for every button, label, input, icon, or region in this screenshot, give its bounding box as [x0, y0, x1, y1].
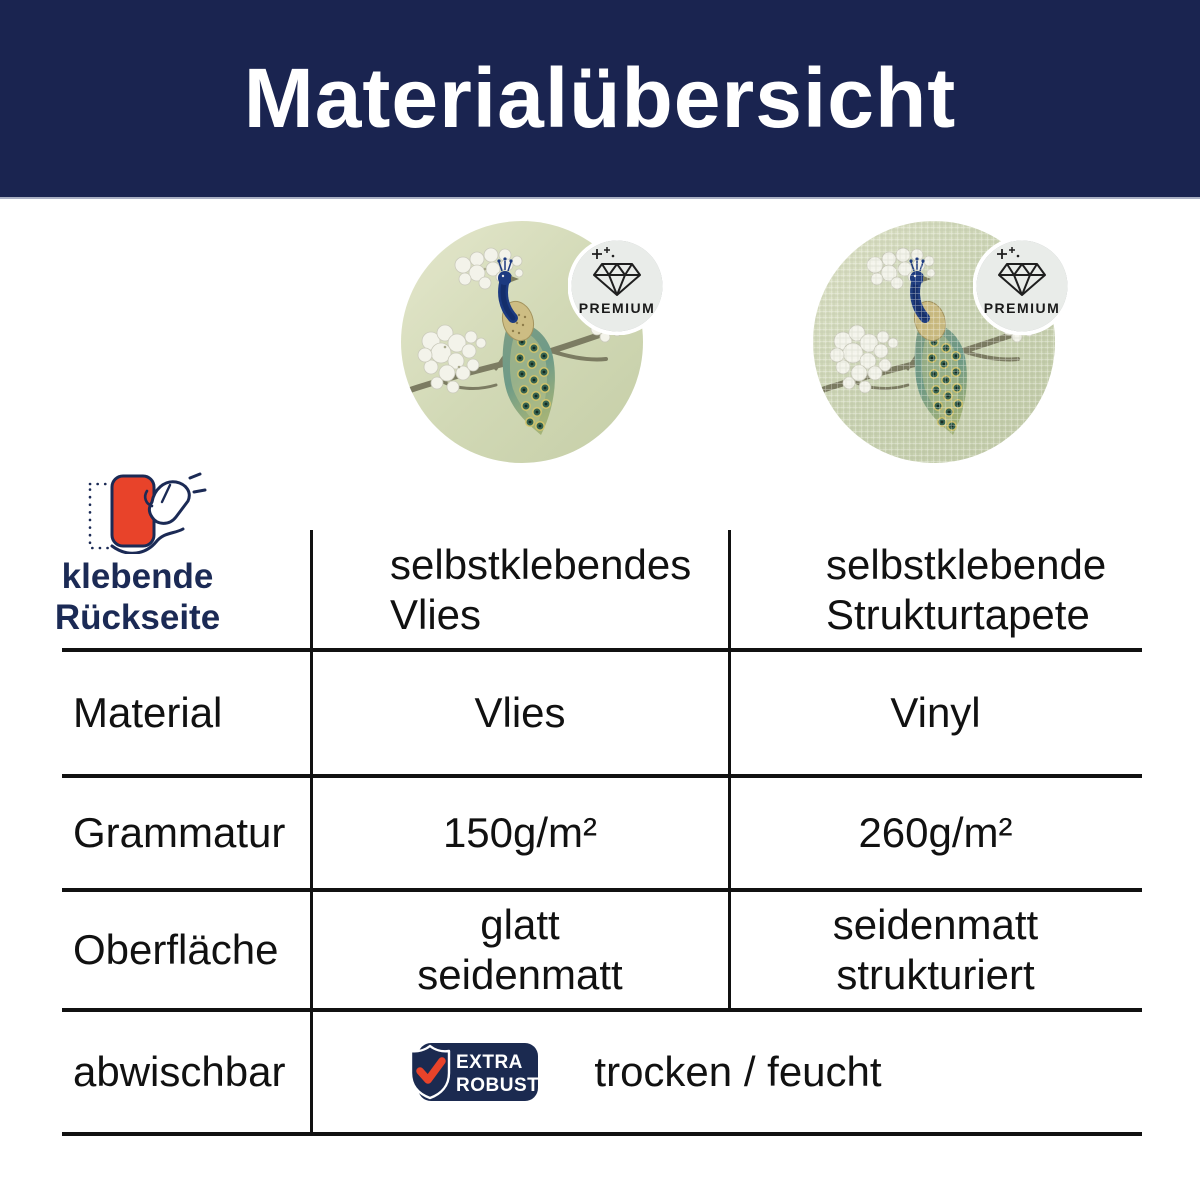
premium-badge — [973, 237, 1071, 335]
table-divider — [62, 648, 1142, 652]
diamond-icon — [973, 237, 1071, 335]
premium-badge-label: PREMIUM — [578, 300, 656, 316]
abwischbar-value: trocken / feucht — [594, 1048, 882, 1095]
table-divider — [62, 888, 1142, 892]
table-divider — [62, 1132, 1142, 1136]
grammatur-value-right: 260g/m² — [858, 809, 1013, 856]
extra-robust-label-line1: EXTRA — [456, 1052, 523, 1073]
feature-adhesive-backing-label: klebende Rückseite — [54, 557, 221, 637]
premium-badge-label: PREMIUM — [983, 300, 1061, 316]
material-value-right: Vinyl — [890, 689, 981, 736]
oberflaeche-value-left: glatt seidenmatt — [417, 901, 623, 998]
column-header-strukturtapete: selbstklebende Strukturtapete — [826, 541, 1107, 638]
table-divider — [62, 774, 1142, 778]
row-label-oberflaeche: Oberfläche — [73, 926, 279, 973]
table-divider — [62, 1008, 1142, 1012]
material-value-left: Vlies — [474, 689, 566, 736]
column-header-vlies: selbstklebendes Vlies — [390, 541, 692, 638]
peel-sticker-hand-icon — [86, 470, 212, 554]
row-label-abwischbar: abwischbar — [73, 1048, 286, 1095]
grammatur-value-left: 150g/m² — [442, 809, 598, 856]
page-title: Materialübersicht — [243, 51, 957, 145]
extra-robust-badge — [406, 1041, 540, 1103]
oberflaeche-value-right: seidenmatt strukturiert — [832, 901, 1039, 998]
premium-badge — [568, 237, 666, 335]
diamond-icon — [568, 237, 666, 335]
header-banner — [0, 0, 1200, 199]
row-label-material: Material — [73, 689, 223, 736]
row-label-grammatur: Grammatur — [73, 809, 286, 856]
extra-robust-label-line2: ROBUST — [456, 1075, 540, 1096]
shield-check-icon — [406, 1041, 540, 1103]
